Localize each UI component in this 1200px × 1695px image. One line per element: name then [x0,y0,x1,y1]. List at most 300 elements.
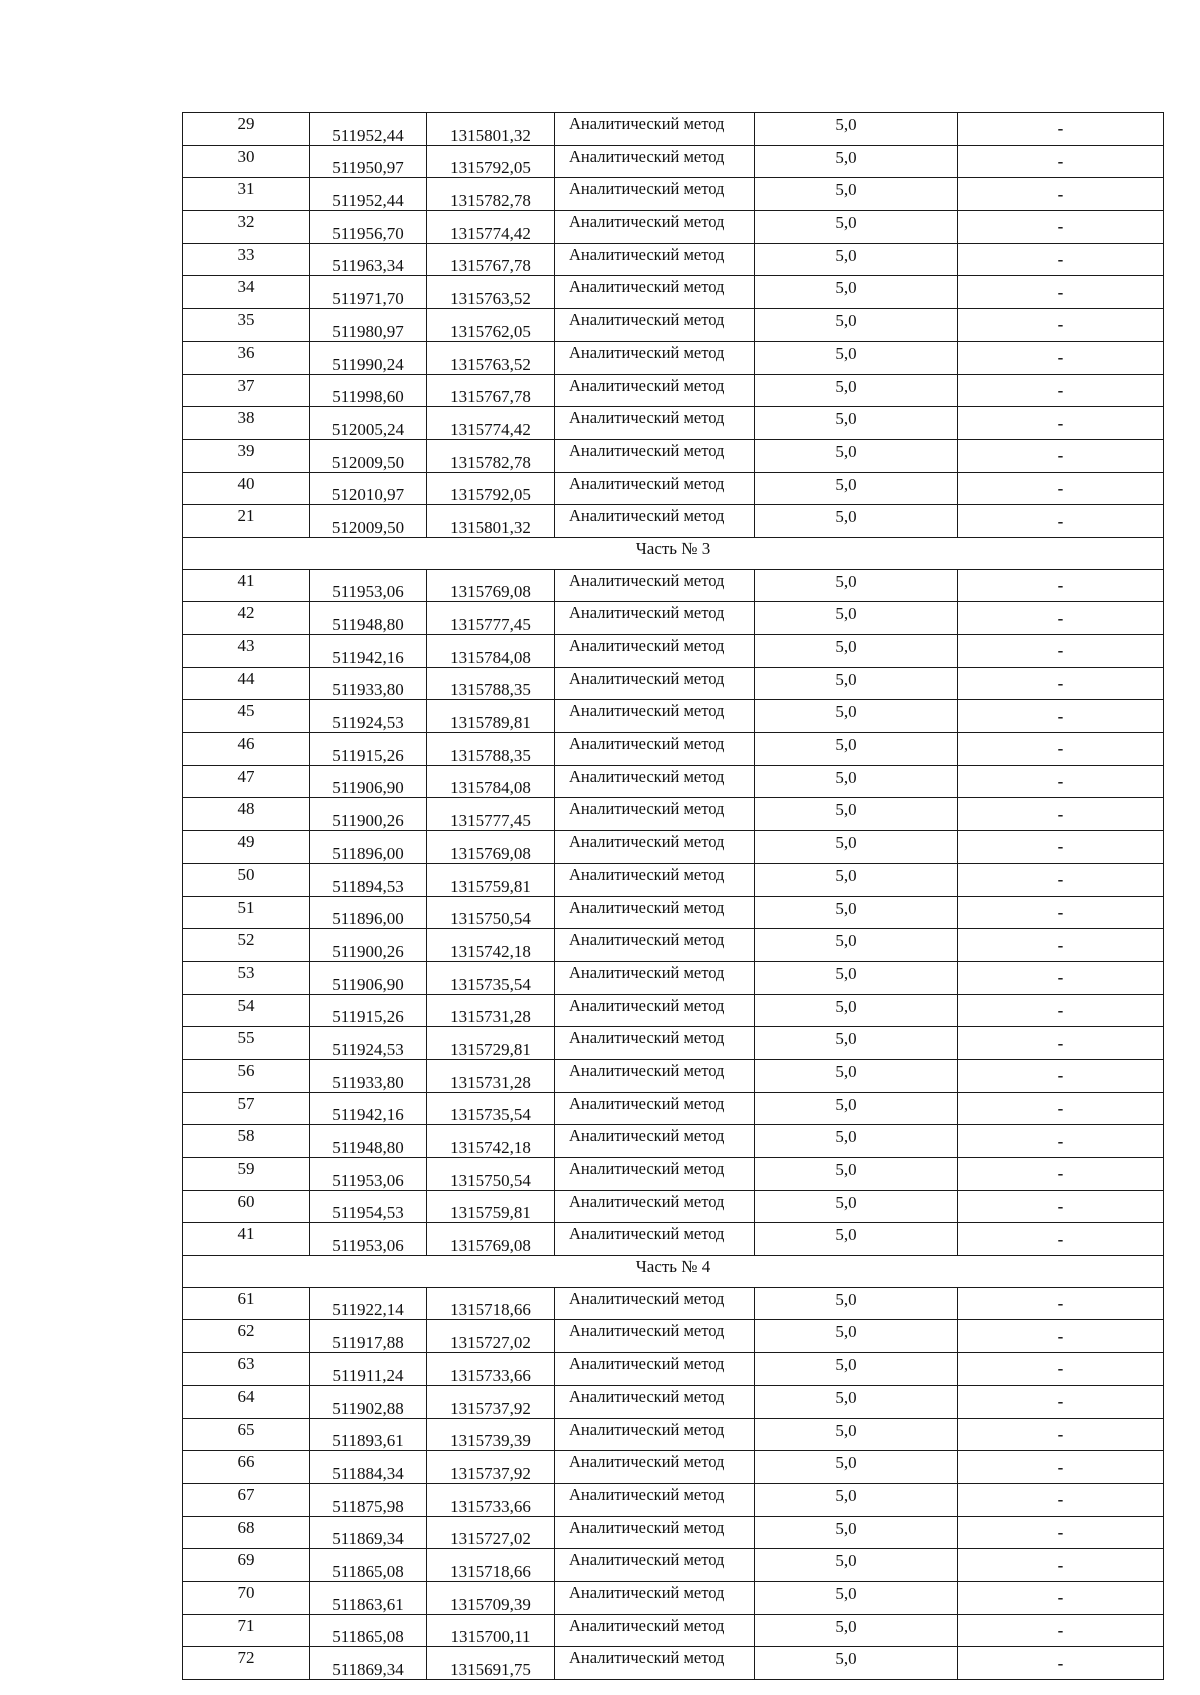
y-coordinate-cell: 1315739,39 [427,1418,555,1451]
table-row [183,733,1164,766]
method-cell: Аналитический метод [555,994,755,1027]
x-coordinate-cell: 511956,70 [310,211,427,244]
y-coordinate-cell: 1315731,28 [427,994,555,1027]
note-cell: - [958,896,1164,929]
point-number-cell: 66 [183,1451,310,1484]
y-coordinate-cell: 1315727,02 [427,1320,555,1353]
note-cell: - [958,439,1164,472]
point-number-cell: 51 [183,896,310,929]
point-number-cell: 21 [183,505,310,538]
x-coordinate-cell: 511900,26 [310,798,427,831]
table-row [183,765,1164,798]
x-coordinate-cell: 511865,08 [310,1549,427,1582]
section-row [183,537,1164,569]
accuracy-cell: 5,0 [755,1320,958,1353]
method-cell: Аналитический метод [555,374,755,407]
accuracy-cell: 5,0 [755,145,958,178]
document-page [182,112,1163,1680]
table-row [183,341,1164,374]
accuracy-cell: 5,0 [755,243,958,276]
method-cell: Аналитический метод [555,1451,755,1484]
method-cell: Аналитический метод [555,667,755,700]
accuracy-cell: 5,0 [755,341,958,374]
method-cell: Аналитический метод [555,929,755,962]
note-cell: - [958,1158,1164,1191]
note-cell: - [958,863,1164,896]
point-number-cell: 43 [183,635,310,668]
table-row [183,1287,1164,1320]
note-cell: - [958,472,1164,505]
point-number-cell: 40 [183,472,310,505]
y-coordinate-cell: 1315691,75 [427,1647,555,1680]
accuracy-cell: 5,0 [755,1385,958,1418]
note-cell: - [958,961,1164,994]
method-cell: Аналитический метод [555,1320,755,1353]
x-coordinate-cell: 511952,44 [310,113,427,146]
point-number-cell: 71 [183,1614,310,1647]
accuracy-cell: 5,0 [755,1027,958,1060]
point-number-cell: 61 [183,1287,310,1320]
table-row [183,309,1164,342]
x-coordinate-cell: 511952,44 [310,178,427,211]
point-number-cell: 53 [183,961,310,994]
method-cell: Аналитический метод [555,1483,755,1516]
note-cell: - [958,635,1164,668]
table-row [183,1516,1164,1549]
y-coordinate-cell: 1315759,81 [427,863,555,896]
note-cell: - [958,1353,1164,1386]
y-coordinate-cell: 1315788,35 [427,733,555,766]
method-cell: Аналитический метод [555,505,755,538]
table-row [183,569,1164,602]
note-cell: - [958,1647,1164,1680]
y-coordinate-cell: 1315718,66 [427,1549,555,1582]
x-coordinate-cell: 511963,34 [310,243,427,276]
x-coordinate-cell: 511915,26 [310,733,427,766]
x-coordinate-cell: 511948,80 [310,1125,427,1158]
method-cell: Аналитический метод [555,635,755,668]
x-coordinate-cell: 511942,16 [310,635,427,668]
x-coordinate-cell: 511894,53 [310,863,427,896]
note-cell: - [958,831,1164,864]
y-coordinate-cell: 1315774,42 [427,211,555,244]
accuracy-cell: 5,0 [755,1418,958,1451]
x-coordinate-cell: 511896,00 [310,896,427,929]
y-coordinate-cell: 1315759,81 [427,1190,555,1223]
accuracy-cell: 5,0 [755,765,958,798]
note-cell: - [958,309,1164,342]
table-row [183,1059,1164,1092]
x-coordinate-cell: 511884,34 [310,1451,427,1484]
method-cell: Аналитический метод [555,798,755,831]
method-cell: Аналитический метод [555,1158,755,1191]
table-row [183,1614,1164,1647]
point-number-cell: 47 [183,765,310,798]
x-coordinate-cell: 511911,24 [310,1353,427,1386]
point-number-cell: 48 [183,798,310,831]
accuracy-cell: 5,0 [755,178,958,211]
accuracy-cell: 5,0 [755,1451,958,1484]
note-cell: - [958,505,1164,538]
point-number-cell: 52 [183,929,310,962]
table-row [183,994,1164,1027]
point-number-cell: 44 [183,667,310,700]
x-coordinate-cell: 511950,97 [310,145,427,178]
method-cell: Аналитический метод [555,1125,755,1158]
x-coordinate-cell: 511971,70 [310,276,427,309]
method-cell: Аналитический метод [555,243,755,276]
note-cell: - [958,798,1164,831]
note-cell: - [958,569,1164,602]
table-row [183,472,1164,505]
method-cell: Аналитический метод [555,1549,755,1582]
point-number-cell: 42 [183,602,310,635]
point-number-cell: 65 [183,1418,310,1451]
point-number-cell: 54 [183,994,310,1027]
y-coordinate-cell: 1315767,78 [427,374,555,407]
x-coordinate-cell: 511869,34 [310,1516,427,1549]
method-cell: Аналитический метод [555,341,755,374]
note-cell: - [958,1549,1164,1582]
accuracy-cell: 5,0 [755,733,958,766]
point-number-cell: 70 [183,1581,310,1614]
x-coordinate-cell: 511875,98 [310,1483,427,1516]
accuracy-cell: 5,0 [755,1092,958,1125]
y-coordinate-cell: 1315782,78 [427,178,555,211]
y-coordinate-cell: 1315769,08 [427,831,555,864]
y-coordinate-cell: 1315782,78 [427,439,555,472]
point-number-cell: 46 [183,733,310,766]
table-row [183,1483,1164,1516]
y-coordinate-cell: 1315729,81 [427,1027,555,1060]
point-number-cell: 29 [183,113,310,146]
accuracy-cell: 5,0 [755,1516,958,1549]
section-row [183,1256,1164,1288]
note-cell: - [958,1125,1164,1158]
point-number-cell: 57 [183,1092,310,1125]
x-coordinate-cell: 512009,50 [310,439,427,472]
accuracy-cell: 5,0 [755,961,958,994]
y-coordinate-cell: 1315769,08 [427,1223,555,1256]
point-number-cell: 36 [183,341,310,374]
method-cell: Аналитический метод [555,145,755,178]
table-row [183,929,1164,962]
point-number-cell: 63 [183,1353,310,1386]
point-number-cell: 30 [183,145,310,178]
method-cell: Аналитический метод [555,1647,755,1680]
accuracy-cell: 5,0 [755,211,958,244]
note-cell: - [958,178,1164,211]
point-number-cell: 37 [183,374,310,407]
note-cell: - [958,765,1164,798]
table-row [183,407,1164,440]
method-cell: Аналитический метод [555,113,755,146]
accuracy-cell: 5,0 [755,896,958,929]
accuracy-cell: 5,0 [755,667,958,700]
point-number-cell: 45 [183,700,310,733]
x-coordinate-cell: 511924,53 [310,700,427,733]
point-number-cell: 49 [183,831,310,864]
table-row [183,1385,1164,1418]
table-row [183,505,1164,538]
note-cell: - [958,243,1164,276]
y-coordinate-cell: 1315763,52 [427,276,555,309]
x-coordinate-cell: 511893,61 [310,1418,427,1451]
point-number-cell: 34 [183,276,310,309]
y-coordinate-cell: 1315718,66 [427,1287,555,1320]
x-coordinate-cell: 511948,80 [310,602,427,635]
note-cell: - [958,1287,1164,1320]
accuracy-cell: 5,0 [755,276,958,309]
note-cell: - [958,407,1164,440]
accuracy-cell: 5,0 [755,1549,958,1582]
note-cell: - [958,1385,1164,1418]
point-number-cell: 31 [183,178,310,211]
table-row [183,243,1164,276]
y-coordinate-cell: 1315731,28 [427,1059,555,1092]
y-coordinate-cell: 1315727,02 [427,1516,555,1549]
y-coordinate-cell: 1315767,78 [427,243,555,276]
x-coordinate-cell: 511906,90 [310,961,427,994]
note-cell: - [958,994,1164,1027]
table-row [183,896,1164,929]
note-cell: - [958,341,1164,374]
table-row [183,1223,1164,1256]
x-coordinate-cell: 512005,24 [310,407,427,440]
accuracy-cell: 5,0 [755,113,958,146]
point-number-cell: 41 [183,569,310,602]
x-coordinate-cell: 512010,97 [310,472,427,505]
method-cell: Аналитический метод [555,733,755,766]
method-cell: Аналитический метод [555,1385,755,1418]
method-cell: Аналитический метод [555,1092,755,1125]
note-cell: - [958,145,1164,178]
point-number-cell: 35 [183,309,310,342]
note-cell: - [958,1320,1164,1353]
method-cell: Аналитический метод [555,700,755,733]
method-cell: Аналитический метод [555,211,755,244]
point-number-cell: 50 [183,863,310,896]
note-cell: - [958,1483,1164,1516]
x-coordinate-cell: 511953,06 [310,569,427,602]
method-cell: Аналитический метод [555,1418,755,1451]
x-coordinate-cell: 511953,06 [310,1223,427,1256]
table-row [183,667,1164,700]
table-row [183,276,1164,309]
note-cell: - [958,1451,1164,1484]
accuracy-cell: 5,0 [755,1581,958,1614]
accuracy-cell: 5,0 [755,1483,958,1516]
accuracy-cell: 5,0 [755,1287,958,1320]
y-coordinate-cell: 1315700,11 [427,1614,555,1647]
accuracy-cell: 5,0 [755,1158,958,1191]
accuracy-cell: 5,0 [755,1190,958,1223]
x-coordinate-cell: 511917,88 [310,1320,427,1353]
note-cell: - [958,1059,1164,1092]
accuracy-cell: 5,0 [755,602,958,635]
y-coordinate-cell: 1315735,54 [427,961,555,994]
y-coordinate-cell: 1315801,32 [427,113,555,146]
x-coordinate-cell: 511954,53 [310,1190,427,1223]
method-cell: Аналитический метод [555,1581,755,1614]
y-coordinate-cell: 1315735,54 [427,1092,555,1125]
point-number-cell: 64 [183,1385,310,1418]
note-cell: - [958,700,1164,733]
method-cell: Аналитический метод [555,961,755,994]
y-coordinate-cell: 1315709,39 [427,1581,555,1614]
point-number-cell: 59 [183,1158,310,1191]
accuracy-cell: 5,0 [755,929,958,962]
accuracy-cell: 5,0 [755,994,958,1027]
method-cell: Аналитический метод [555,1516,755,1549]
y-coordinate-cell: 1315762,05 [427,309,555,342]
note-cell: - [958,667,1164,700]
table-row [183,602,1164,635]
point-number-cell: 58 [183,1125,310,1158]
table-row [183,798,1164,831]
table-row [183,1320,1164,1353]
note-cell: - [958,733,1164,766]
note-cell: - [958,1614,1164,1647]
y-coordinate-cell: 1315792,05 [427,145,555,178]
table-row [183,831,1164,864]
accuracy-cell: 5,0 [755,1223,958,1256]
point-number-cell: 69 [183,1549,310,1582]
point-number-cell: 72 [183,1647,310,1680]
point-number-cell: 41 [183,1223,310,1256]
y-coordinate-cell: 1315784,08 [427,635,555,668]
accuracy-cell: 5,0 [755,831,958,864]
x-coordinate-cell: 511924,53 [310,1027,427,1060]
x-coordinate-cell: 511933,80 [310,667,427,700]
accuracy-cell: 5,0 [755,472,958,505]
y-coordinate-cell: 1315777,45 [427,602,555,635]
accuracy-cell: 5,0 [755,635,958,668]
table-row [183,113,1164,146]
y-coordinate-cell: 1315742,18 [427,929,555,962]
x-coordinate-cell: 511863,61 [310,1581,427,1614]
y-coordinate-cell: 1315792,05 [427,472,555,505]
table-row [183,1451,1164,1484]
point-number-cell: 68 [183,1516,310,1549]
table-row [183,961,1164,994]
point-number-cell: 32 [183,211,310,244]
y-coordinate-cell: 1315742,18 [427,1125,555,1158]
y-coordinate-cell: 1315774,42 [427,407,555,440]
section-title: Часть № 4 [183,1256,1164,1288]
table-row [183,635,1164,668]
y-coordinate-cell: 1315789,81 [427,700,555,733]
accuracy-cell: 5,0 [755,505,958,538]
x-coordinate-cell: 511902,88 [310,1385,427,1418]
coordinates-table [182,112,1164,1680]
method-cell: Аналитический метод [555,472,755,505]
method-cell: Аналитический метод [555,1353,755,1386]
table-row [183,1353,1164,1386]
x-coordinate-cell: 511896,00 [310,831,427,864]
y-coordinate-cell: 1315737,92 [427,1385,555,1418]
table-row [183,700,1164,733]
y-coordinate-cell: 1315784,08 [427,765,555,798]
table-row [183,145,1164,178]
method-cell: Аналитический метод [555,1287,755,1320]
y-coordinate-cell: 1315763,52 [427,341,555,374]
table-row [183,1092,1164,1125]
y-coordinate-cell: 1315750,54 [427,896,555,929]
method-cell: Аналитический метод [555,276,755,309]
y-coordinate-cell: 1315733,66 [427,1483,555,1516]
x-coordinate-cell: 511900,26 [310,929,427,962]
method-cell: Аналитический метод [555,1059,755,1092]
method-cell: Аналитический метод [555,602,755,635]
point-number-cell: 55 [183,1027,310,1060]
accuracy-cell: 5,0 [755,1125,958,1158]
accuracy-cell: 5,0 [755,309,958,342]
method-cell: Аналитический метод [555,1190,755,1223]
x-coordinate-cell: 512009,50 [310,505,427,538]
accuracy-cell: 5,0 [755,439,958,472]
table-row [183,1190,1164,1223]
x-coordinate-cell: 511998,60 [310,374,427,407]
note-cell: - [958,211,1164,244]
note-cell: - [958,1092,1164,1125]
table-row [183,1027,1164,1060]
table-row [183,863,1164,896]
method-cell: Аналитический метод [555,1027,755,1060]
note-cell: - [958,1027,1164,1060]
y-coordinate-cell: 1315801,32 [427,505,555,538]
note-cell: - [958,1190,1164,1223]
accuracy-cell: 5,0 [755,1353,958,1386]
table-row [183,1418,1164,1451]
note-cell: - [958,276,1164,309]
accuracy-cell: 5,0 [755,700,958,733]
x-coordinate-cell: 511990,24 [310,341,427,374]
method-cell: Аналитический метод [555,569,755,602]
point-number-cell: 67 [183,1483,310,1516]
note-cell: - [958,929,1164,962]
accuracy-cell: 5,0 [755,374,958,407]
accuracy-cell: 5,0 [755,863,958,896]
accuracy-cell: 5,0 [755,569,958,602]
table-row [183,1647,1164,1680]
point-number-cell: 62 [183,1320,310,1353]
table-row [183,439,1164,472]
point-number-cell: 33 [183,243,310,276]
method-cell: Аналитический метод [555,439,755,472]
x-coordinate-cell: 511933,80 [310,1059,427,1092]
table-row [183,374,1164,407]
note-cell: - [958,1418,1164,1451]
point-number-cell: 56 [183,1059,310,1092]
y-coordinate-cell: 1315733,66 [427,1353,555,1386]
y-coordinate-cell: 1315788,35 [427,667,555,700]
note-cell: - [958,113,1164,146]
method-cell: Аналитический метод [555,765,755,798]
accuracy-cell: 5,0 [755,1614,958,1647]
x-coordinate-cell: 511980,97 [310,309,427,342]
method-cell: Аналитический метод [555,896,755,929]
accuracy-cell: 5,0 [755,1059,958,1092]
note-cell: - [958,1581,1164,1614]
point-number-cell: 38 [183,407,310,440]
method-cell: Аналитический метод [555,1223,755,1256]
table-row [183,178,1164,211]
note-cell: - [958,1223,1164,1256]
point-number-cell: 60 [183,1190,310,1223]
method-cell: Аналитический метод [555,309,755,342]
y-coordinate-cell: 1315769,08 [427,569,555,602]
